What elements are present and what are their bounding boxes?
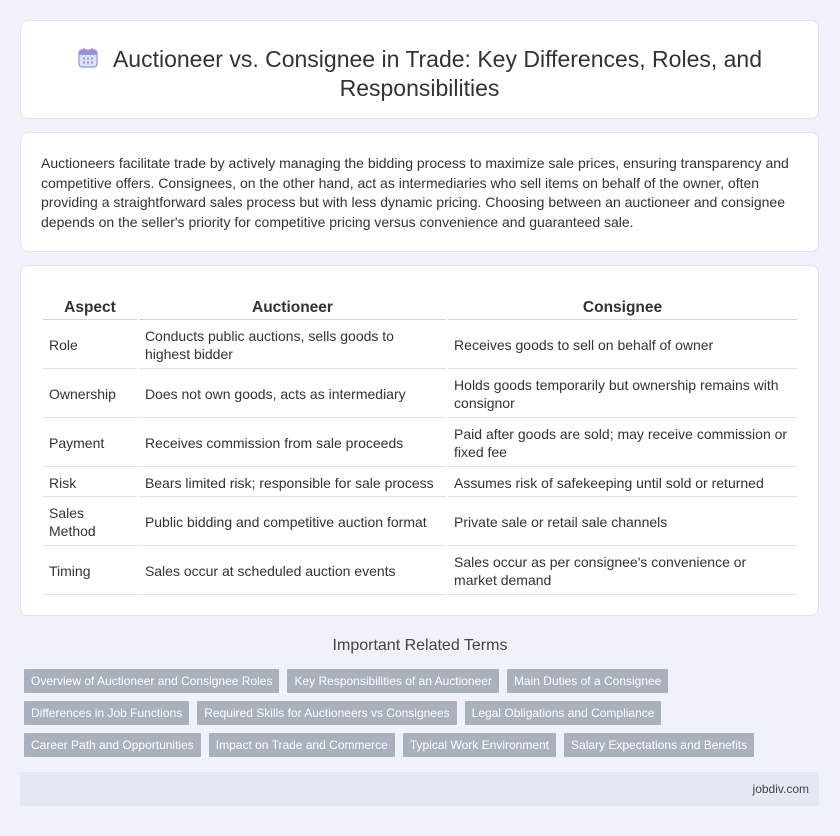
aspect-cell: Risk [43,469,137,497]
table-row [43,420,797,467]
aspect-cell: Payment [43,420,137,467]
related-term-tag[interactable]: Main Duties of a Consignee [507,669,668,693]
footer [20,772,819,806]
tag-row [24,701,814,725]
auctioneer-cell: Public bidding and competitive auction format [139,499,446,546]
auctioneer-cell: Does not own goods, acts as intermediary [139,371,446,418]
header-aspect: Aspect [43,297,137,320]
table-row [43,371,797,418]
table-row [43,322,797,369]
auctioneer-cell: Receives commission from sale proceeds [139,420,446,467]
intro-paragraph: Auctioneers facilitate trade by actively managing the bidding process to maximize sale prices, ensuring transparency and competitive offers. Consignees, on the other hand, act as intermediaries who sell items on behalf of the owner, often providing a straightforward sales process but with less dynamic pricing. Choosing between an auctioneer and consignee depends on the seller's priority for competitive pricing versus convenience and guaranteed sale. [41,155,789,230]
related-term-tag[interactable]: Impact on Trade and Commerce [209,733,395,757]
related-term-tag[interactable]: Required Skills for Auctioneers vs Consignees [197,701,456,725]
consignee-cell: Sales occur as per consignee's convenience or market demand [448,548,797,595]
aspect-cell: Role [43,322,137,369]
consignee-cell: Holds goods temporarily but ownership remains with consignor [448,371,797,418]
footer-site-link[interactable]: jobdiv.com [752,782,809,796]
related-term-tag[interactable]: Salary Expectations and Benefits [564,733,754,757]
consignee-cell: Paid after goods are sold; may receive commission or fixed fee [448,420,797,467]
consignee-cell: Assumes risk of safekeeping until sold or returned [448,469,797,497]
consignee-cell: Receives goods to sell on behalf of owner [448,322,797,369]
consignee-cell: Private sale or retail sale channels [448,499,797,546]
aspect-cell: Sales Method [43,499,137,546]
related-term-tag[interactable]: Differences in Job Functions [24,701,189,725]
comparison-card [20,265,819,616]
related-terms-title: Important Related Terms [332,637,508,654]
tag-row [24,669,814,693]
table-row [43,469,797,497]
table-header-row [43,297,797,320]
header-consignee: Consignee [448,297,797,320]
related-term-tag[interactable]: Legal Obligations and Compliance [465,701,662,725]
aspect-cell: Timing [43,548,137,595]
related-term-tag[interactable]: Career Path and Opportunities [24,733,201,757]
auctioneer-cell: Bears limited risk; responsible for sale process [139,469,446,497]
page-title: Auctioneer vs. Consignee in Trade: Key Differences, Roles, and Responsibilities [112,46,763,101]
table-row [43,548,797,595]
related-term-tag[interactable]: Key Responsibilities of an Auctioneer [287,669,498,693]
related-term-tag[interactable]: Typical Work Environment [403,733,556,757]
related-term-tag[interactable]: Overview of Auctioneer and Consignee Roles [24,669,279,693]
table-row [43,499,797,546]
header-card [20,20,819,119]
page-title-wrap [21,45,818,103]
calendar-icon [77,47,99,69]
aspect-cell: Ownership [43,371,137,418]
intro-card [20,132,819,252]
header-auctioneer: Auctioneer [139,297,446,320]
auctioneer-cell: Conducts public auctions, sells goods to highest bidder [139,322,446,369]
auctioneer-cell: Sales occur at scheduled auction events [139,548,446,595]
comparison-table [41,295,799,597]
tag-row [24,733,814,757]
related-terms-tags [24,669,814,765]
